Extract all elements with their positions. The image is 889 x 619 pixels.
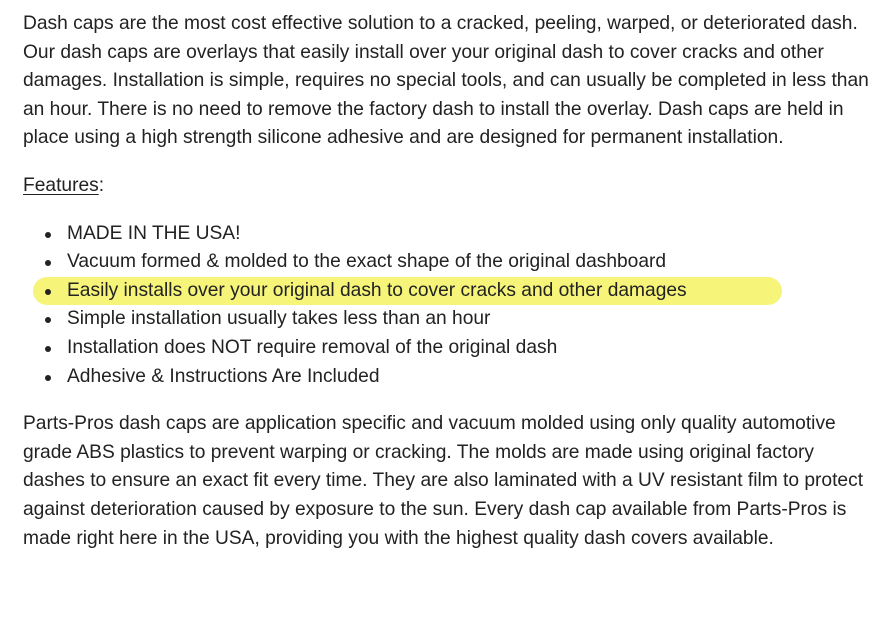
features-list — [23, 220, 871, 392]
feature-item-made-in-usa — [67, 220, 871, 249]
bullet-icon — [45, 232, 51, 238]
feature-item-no-removal — [67, 334, 871, 363]
features-heading-suffix: : — [98, 174, 105, 196]
bullet-icon — [45, 346, 51, 352]
feature-text: MADE IN THE USA! — [67, 222, 241, 244]
bullet-icon — [45, 289, 51, 295]
features-heading-label: Features — [23, 174, 99, 196]
bullet-icon — [45, 375, 51, 381]
feature-item-vacuum-formed — [67, 248, 871, 277]
closing-paragraph: Parts-Pros dash caps are application specific and vacuum molded using only quality automotive grade ABS plastics to prevent warping or cracking. The molds are made using original factory dashes to ensure an exact fit every time. They are also laminated with a UV resistant film to protect against deterioration caused by exposure to the sun. Every dash cap available from Parts-Pros is made right here in the USA, providing you with the highest quality dash covers available. — [23, 413, 864, 549]
feature-text: Simple installation usually takes less than an hour — [67, 308, 491, 330]
feature-text: Installation does NOT require removal of the original dash — [67, 336, 558, 358]
feature-text: Adhesive & Instructions Are Included — [67, 365, 380, 387]
feature-item-simple-installation — [67, 305, 871, 334]
feature-text: Easily installs over your original dash to cover cracks and other damages — [67, 279, 687, 301]
product-description — [23, 10, 871, 553]
features-heading — [23, 172, 871, 201]
feature-item-adhesive-included — [67, 363, 871, 392]
feature-item-easily-installs-highlighted — [67, 277, 871, 306]
bullet-icon — [45, 317, 51, 323]
feature-text: Vacuum formed & molded to the exact shape of the original dashboard — [67, 251, 667, 273]
bullet-icon — [45, 260, 51, 266]
intro-paragraph: Dash caps are the most cost effective solution to a cracked, peeling, warped, or deteriorated dash. Our dash caps are overlays that easily install over your original dash to cover cracks and other damages. Installation is simple, requires no special tools, and can usually be completed in less than an hour. There is no need to remove the factory dash to install the overlay. Dash caps are held in place using a high strength silicone adhesive and are designed for permanent installation. — [23, 13, 869, 149]
